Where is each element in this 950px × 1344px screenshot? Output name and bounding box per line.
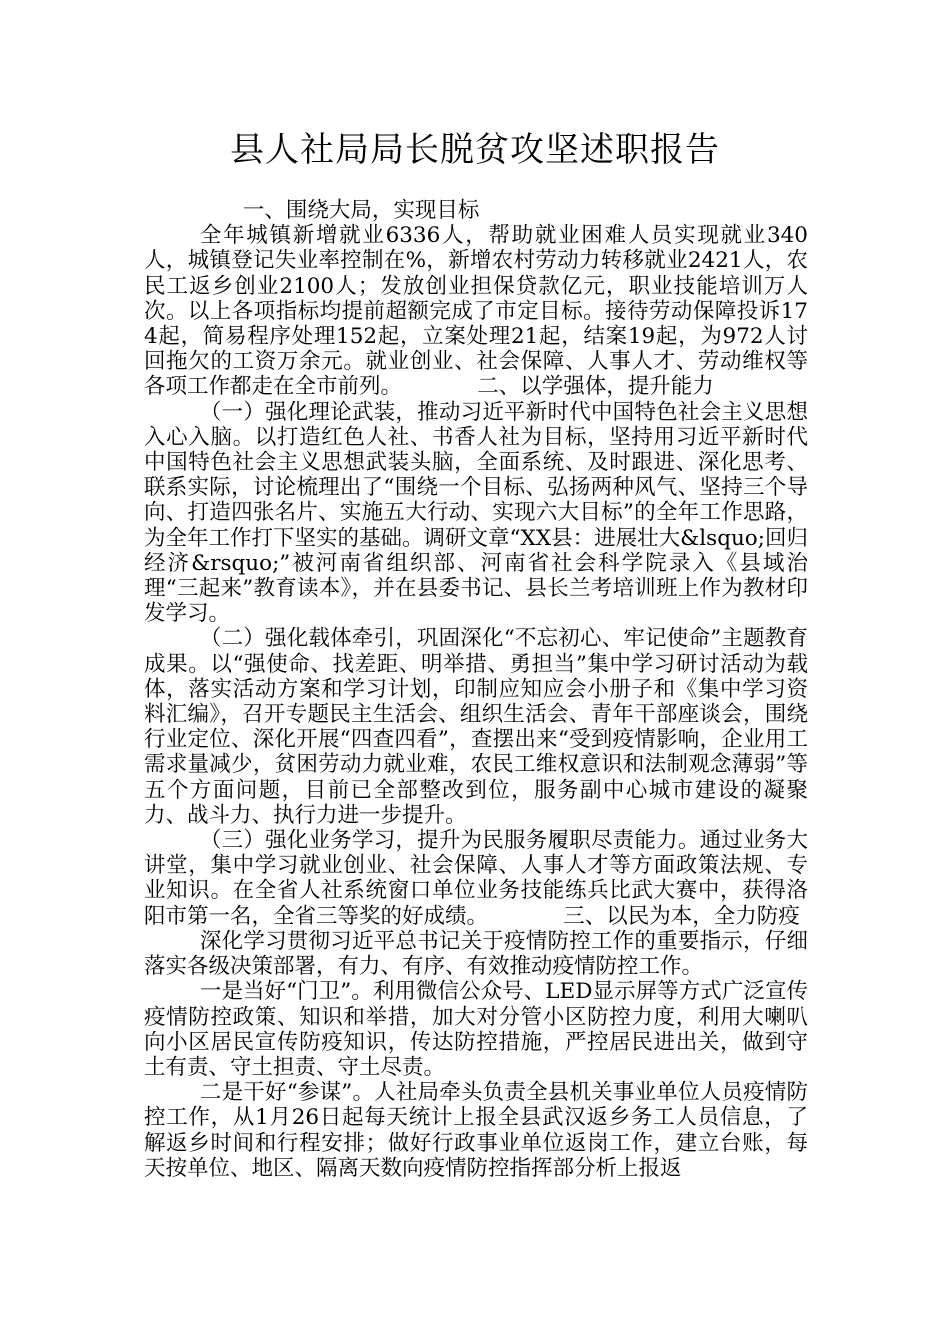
- paragraph-1: 全年城镇新增就业6336人，帮助就业困难人员实现就业340人，城镇登记失业率控制在%，新增农村劳动力转移就业2421人，农民工返乡创业2100人；发放创业担保贷款亿元，职业技能培训万人次。以上各项指标均提前超额完成了市定目标。接待劳动保障投诉174起，简易程序处理152起，立案处理21起，结案19起，为972人讨回拖欠的工资万余元。就业创业、社会保障、人事人才、劳动维权等各项工作都走在全市前列。 二、以学强体，提升能力: [144, 223, 808, 400]
- paragraph-2: （一）强化理论武装，推动习近平新时代中国特色社会主义思想入心入脑。以打造红色人社、书香人社为目标，坚持用习近平新时代中国特色社会主义思想武装头脑，全面系统、及时跟进、深化思考、联系实际，讨论梳理出了“围绕一个目标、弘扬两种风气、坚持三个导向、打造四张名片、实施五大行动、实现六大目标”的全年工作思路，为全年工作打下坚实的基础。调研文章“XX县：进展壮大&lsquo;回归经济&rsquo;”被河南省组织部、河南省社会科学院录入《县域治理“三起来”教育读本》，并在县委书记、县长兰考培训班上作为教材印发学习。: [144, 399, 808, 627]
- section-heading-1: 一、围绕大局，实现目标: [242, 198, 480, 223]
- paragraph-7: 二是干好“参谋”。人社局牵头负责全县机关事业单位人员疫情防控工作，从1月26日起每天统计上报全县武汉返乡务工人员信息，了解返乡时间和行程安排；做好行政事业单位返岗工作，建立台账，每天按单位、地区、隔离天数向疫情防控指挥部分析上报返: [144, 1080, 808, 1181]
- paragraph-5: 深化学习贯彻习近平总书记关于疫情防控工作的重要指示，仔细落实各级决策部署，有力、有序、有效推动疫情防控工作。: [144, 928, 808, 980]
- document-title: 县人社局局长脱贫攻坚述职报告: [230, 130, 720, 170]
- paragraph-6: 一是当好“门卫”。利用微信公众号、LED显示屏等方式广泛宣传疫情防控政策、知识和举措，加大对分管小区防控力度，利用大喇叭向小区居民宣传防疫知识，传达防控措施，严控居民进出关，做到守土有责、守土担责、守土尽责。: [144, 979, 808, 1080]
- paragraph-4: （三）强化业务学习，提升为民服务履职尽责能力。通过业务大讲堂，集中学习就业创业、社会保障、人事人才等方面政策法规、专业知识。在全省人社系统窗口单位业务技能练兵比武大赛中，获得洛阳市第一名，全省三等奖的好成绩。 三、以民为本，全力防疫: [144, 828, 808, 929]
- document-body: [144, 198, 808, 1181]
- paragraph-3: （二）强化载体牵引，巩固深化“不忘初心、牢记使命”主题教育成果。以“强使命、找差距、明举措、勇担当”集中学习研讨活动为载体，落实活动方案和学习计划，印制应知应会小册子和《集中学习资料汇编》，召开专题民主生活会、组织生活会、青年干部座谈会，围绕行业定位、深化开展“四查四看”，查摆出来“受到疫情影响，企业用工需求量减少，贫困劳动力就业难，农民工维权意识和法制观念薄弱”等五个方面问题，目前已全部整改到位，服务副中心城市建设的凝聚力、战斗力、执行力进一步提升。: [144, 626, 808, 828]
